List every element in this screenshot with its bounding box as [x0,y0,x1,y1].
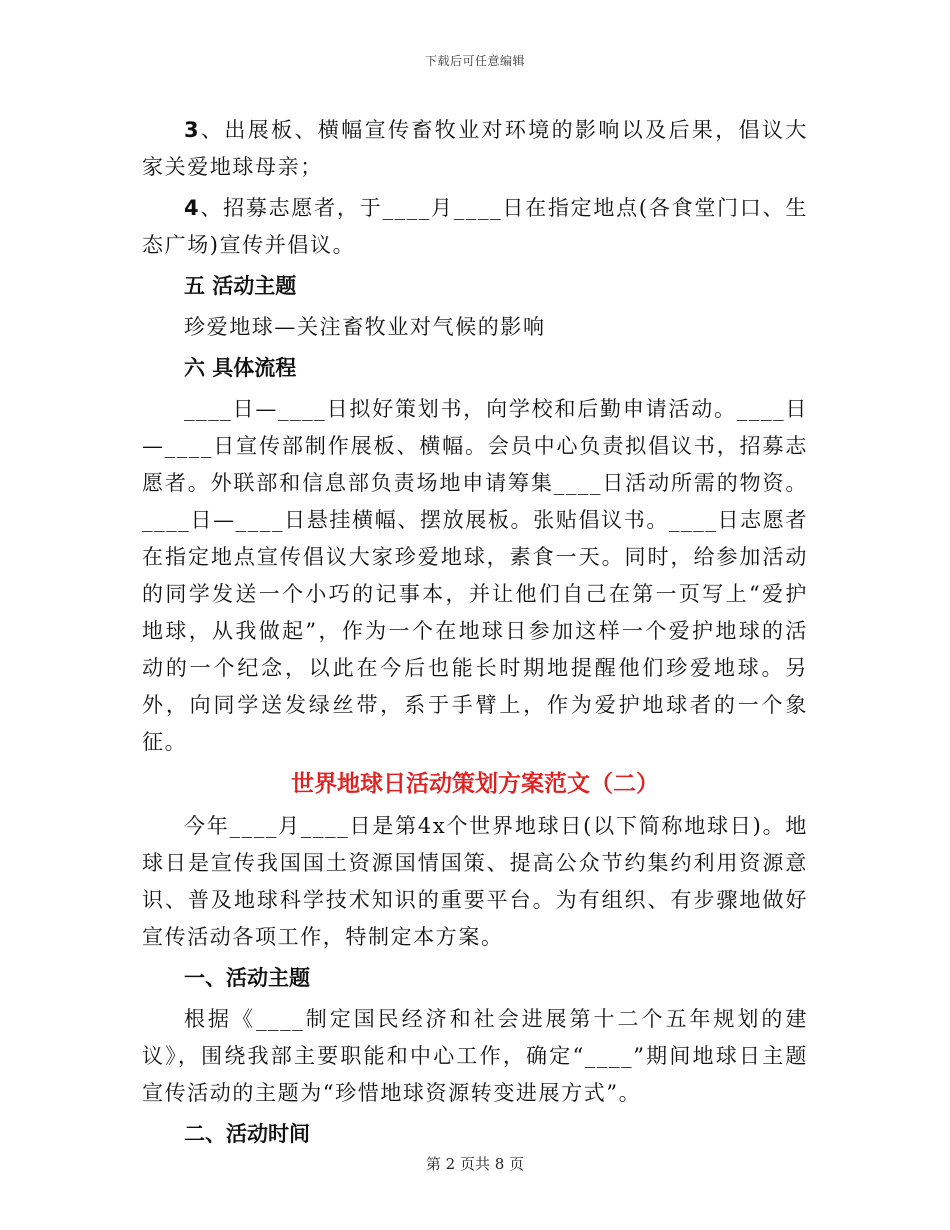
activity-theme-paragraph: 根据《____制定国民经济和社会进展第十二个五年规划的建议》，围绕我部主要职能和中心工作，确定“____”期间地球日主题宣传活动的主题为“珍惜地球资源转变进展方式”。 [142,1007,808,1105]
section-6-heading: 六 具体流程 [184,356,297,380]
list-item-3 [142,112,808,186]
list-item-3-number: 3 [184,118,201,142]
page-number: 第 2 页共 8 页 [425,1155,525,1173]
section-title: 世界地球日活动策划方案范文（二） [291,771,659,797]
page-header-note: 下载后可任意编辑 [424,54,525,68]
section-5-heading: 五 活动主题 [184,274,297,298]
document-body [142,112,808,1157]
section-6-text: ____日—____日拟好策划书，向学校和后勤申请活动。____日—____日宣传部制作展板、横幅。会员中心负责拟倡议书，招募志愿者。外联部和信息部负责场地申请筹集____日活动所需的物资。____日—____日悬挂横幅、摆放展板。张贴倡议书。____日志愿者在指定地点宣传倡议大家珍爱地球，素食一天。同时，给参加活动的同学发送一个小巧的记事本，并让他们自己在第一页写上“爱护地球，从我做起”，作为一个在地球日参加这样一个爱护地球的活动的一个纪念，以此在今后也能长时期地提醒他们珍爱地球。另外，向同学送发绿丝带，系于手臂上，作为爱护地球者的一个象征。 [142,397,808,754]
section-5-text: 珍爱地球—关注畜牧业对气候的影响 [184,315,546,339]
heading-activity-theme: 一、活动主题 [184,966,310,990]
list-item-3-text: 、出展板、横幅宣传畜牧业对环境的影响以及后果，倡议大家关爱地球母亲； [142,118,808,179]
intro-paragraph: 今年____月____日是第4x个世界地球日(以下简称地球日)。地球日是宣传我国国土资源国情国策、提高公众节约集约利用资源意识、普及地球科学技术知识的重要平台。为有组织、有步骤地做好宣传活动各项工作，特制定本方案。 [142,814,808,949]
heading-activity-time: 二、活动时间 [184,1122,310,1146]
list-item-4 [142,190,808,264]
list-item-4-text: 、招募志愿者，于____月____日在指定地点(各食堂门口、生态广场)宣传并倡议。 [142,196,808,257]
list-item-4-number: 4 [184,196,201,220]
